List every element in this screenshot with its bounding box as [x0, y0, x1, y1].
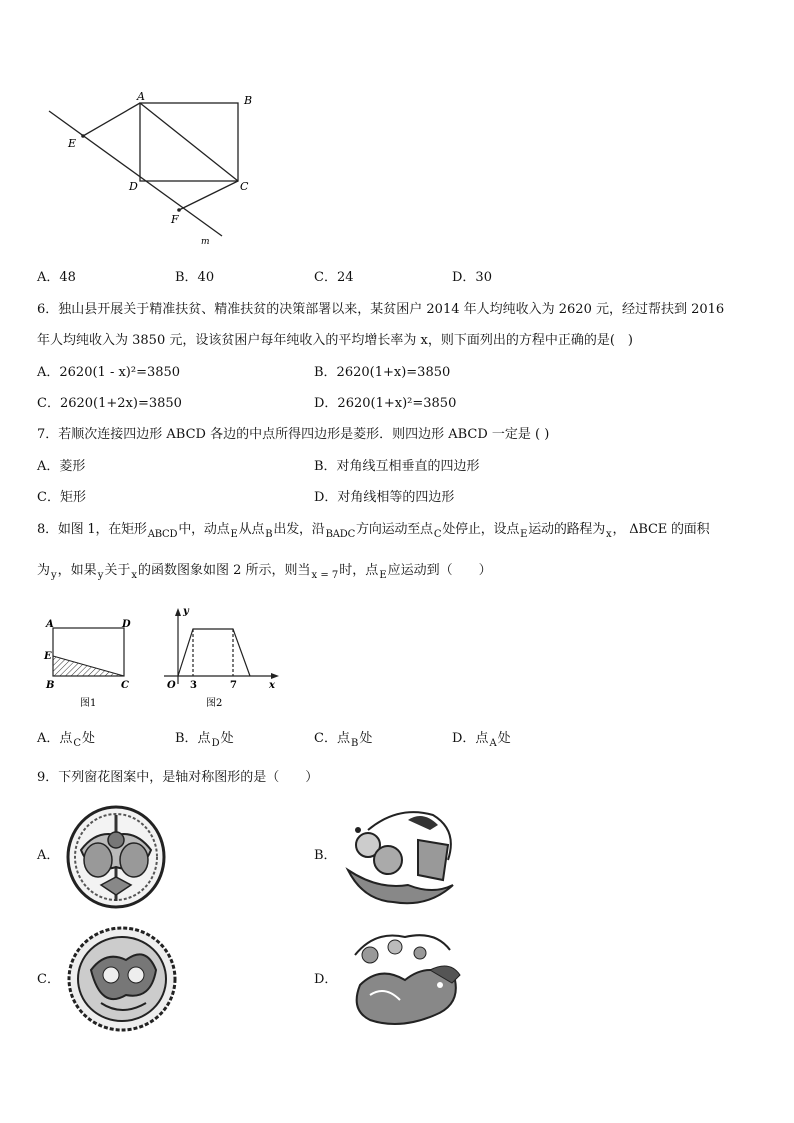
q5-option-c[interactable]: C．24: [314, 270, 354, 285]
fig1-label-a: A: [46, 619, 54, 630]
q8-figure-1-rectangle: [40, 615, 140, 710]
q9-option-c-label[interactable]: C．: [37, 972, 60, 987]
q7-option-b[interactable]: B．对角线互相垂直的四边形: [314, 459, 480, 474]
fig2-label-x: x: [269, 680, 275, 691]
fig2-label-y: y: [183, 606, 189, 617]
q7-stem: 7．若顺次连接四边形 ABCD 各边的中点所得四边形是菱形．则四边形 ABCD 一定是 ( ): [37, 427, 550, 442]
q7-option-c[interactable]: C．矩形: [37, 490, 86, 505]
q8-option-d[interactable]: D．点$_A$处: [452, 731, 511, 749]
q6-stem-line1: 6．独山县开展关于精准扶贫、精准扶贫的决策部署以来，某贫困户 2014 年人均纯收入为 2620 元，经过帮扶到 2016: [37, 302, 725, 317]
label-e: E: [68, 137, 77, 150]
q7-option-a[interactable]: A．菱形: [37, 459, 86, 474]
fig2-caption: 图2: [206, 698, 223, 709]
q8-stem-line1: 8．如图 1，在矩形$_{ABCD}$中，动点$_E$从点$_B$出发，沿$_{BADC}$方向运动至点$_C$处停止，设点$_E$运动的路程为$_x$， ΔBCE 的面积: [37, 522, 710, 540]
q6-option-b[interactable]: B．2620(1+x)=3850: [314, 365, 451, 380]
q6-option-a[interactable]: A．2620(1 - x)²=3850: [37, 365, 181, 380]
q6-stem-line2: 年人均纯收入为 3850 元，设该贫困户每年纯收入的平均增长率为 x，则下面列出的方程中正确的是( ): [37, 333, 633, 348]
q5-option-b[interactable]: B．40: [175, 270, 215, 285]
fig2-label-o: O: [167, 680, 176, 691]
fig2-tick-3: 3: [190, 680, 197, 691]
q9-option-d-label[interactable]: D．: [314, 972, 338, 987]
q9-stem: 9．下列窗花图案中，是轴对称图形的是（ ）: [37, 770, 319, 785]
fig1-label-e: E: [44, 651, 52, 662]
fig2-tick-7: 7: [230, 680, 237, 691]
q7-option-d[interactable]: D．对角线相等的四边形: [314, 490, 455, 505]
fig1-caption: 图1: [80, 698, 97, 709]
q5-option-a[interactable]: A．48: [37, 270, 76, 285]
q8-option-c[interactable]: C．点$_B$处: [314, 731, 373, 749]
q9-option-a-label[interactable]: A．: [37, 848, 60, 863]
q8-stem-line2: 为$_y$，如果$_y$关于$_x$的函数图象如图 2 所示，则当$_{x = 7}$时，点$_E$应运动到（ ）: [37, 563, 492, 581]
paper-cut-a-image[interactable]: [66, 805, 166, 910]
label-b: B: [244, 94, 253, 107]
paper-cut-d-image[interactable]: [340, 925, 470, 1035]
label-c: C: [240, 180, 249, 193]
fig1-label-d: D: [122, 619, 131, 630]
q8-option-a[interactable]: A．点$_C$处: [37, 731, 96, 749]
q6-option-c[interactable]: C．2620(1+2x)=3850: [37, 396, 182, 411]
label-a: A: [137, 90, 145, 103]
label-m: m: [201, 237, 210, 247]
q9-option-b-label[interactable]: B．: [314, 848, 337, 863]
label-d: D: [129, 180, 138, 193]
q8-figure-2-function-graph: [158, 605, 283, 710]
paper-cut-c-image[interactable]: [66, 925, 178, 1033]
q5-option-d[interactable]: D．30: [452, 270, 492, 285]
paper-cut-b-image[interactable]: [338, 800, 463, 910]
q8-option-b[interactable]: B．点$_D$处: [175, 731, 234, 749]
fig1-label-b: B: [46, 680, 55, 691]
fig1-label-c: C: [121, 680, 129, 691]
q6-option-d[interactable]: D．2620(1+x)²=3850: [314, 396, 457, 411]
square-geometry-figure: [40, 88, 270, 253]
label-f: F: [171, 213, 179, 226]
